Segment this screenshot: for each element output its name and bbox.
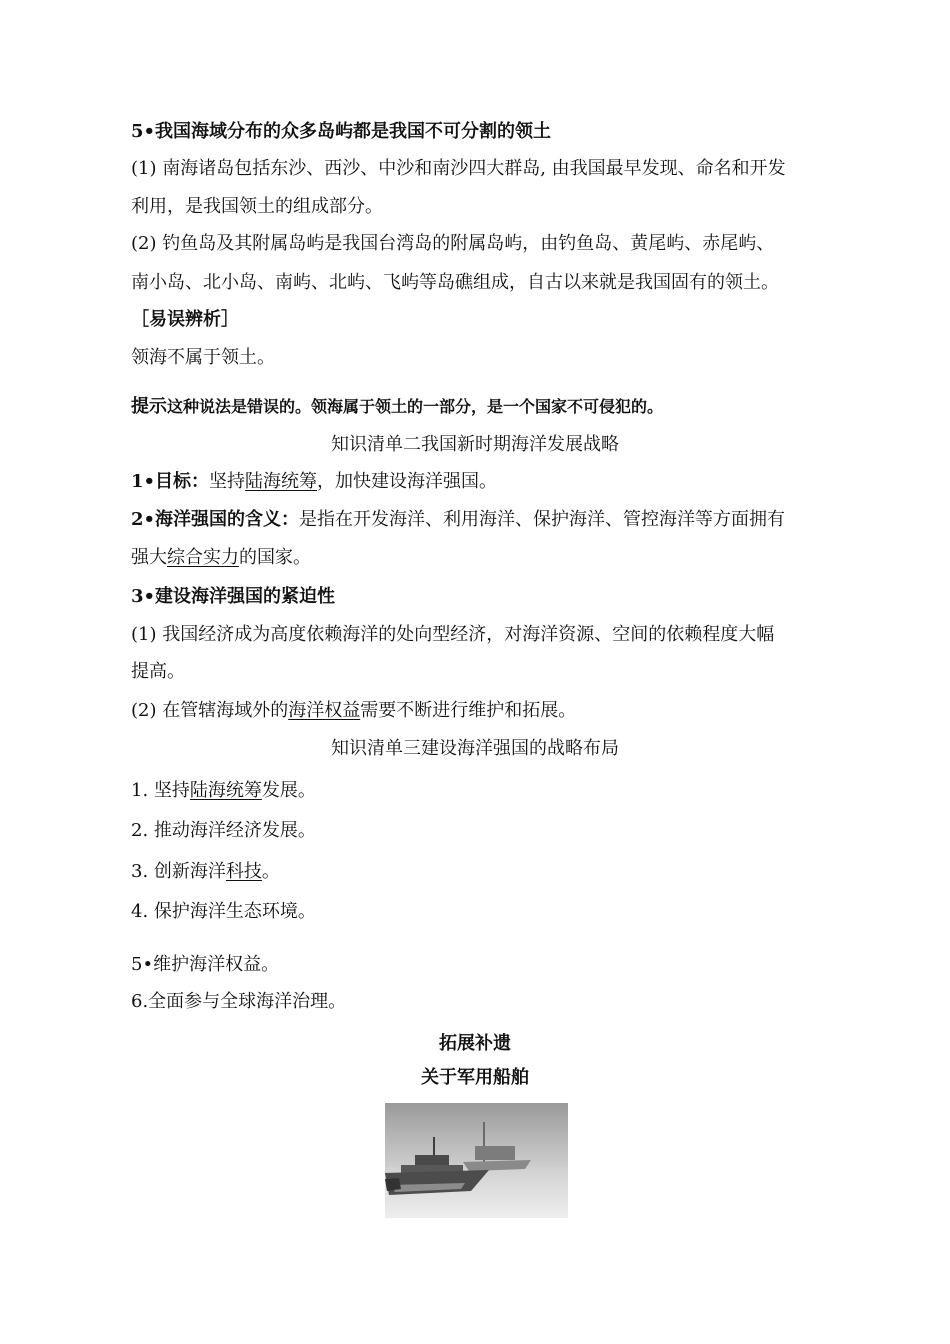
hint-text: 这种说法是错误的。领海属于领土的一部分，是一个国家不可侵犯的。 xyxy=(167,397,664,416)
l3-item-3-text-b: 。 xyxy=(261,861,280,882)
item-2-text-a: 是指在开发海洋、利用海洋、保护海洋、管控海洋等方面拥有 xyxy=(299,509,786,530)
item-2-text-b: 强大 xyxy=(131,547,167,568)
item-3-p2-text-a: (2) 在管辖海域外的 xyxy=(131,700,289,721)
list-3-item-4: 4. 保护海洋生态环境。 xyxy=(131,901,316,922)
item-1-text-a: 坚持 xyxy=(209,471,246,492)
hint-label: 提示 xyxy=(131,396,167,417)
item-3-paragraph-1-line-2: 提高。 xyxy=(131,661,185,682)
list-2-item-2-line-1 xyxy=(131,508,785,532)
list-2-title: 知识清单二我国新时期海洋发展战略 xyxy=(331,434,619,455)
misconception-label: ［易误辨析］ xyxy=(131,309,239,330)
item-2-underlined: 综合实力 xyxy=(167,547,239,568)
paragraph-1-line-2: 利用，是我国领土的组成部分。 xyxy=(131,196,383,217)
item-3-p2-underlined: 海洋权益 xyxy=(288,700,361,721)
list-3-item-6: 6.全面参与全球海洋治理。 xyxy=(131,991,347,1012)
paragraph-2-line-2: 南小岛、北小岛、南屿、北屿、飞屿等岛礁组成，自古以来就是我国固有的领土。 xyxy=(131,272,779,293)
l3-item-1-text-a: 1. 坚持 xyxy=(131,780,190,801)
list-3-item-3 xyxy=(131,860,280,884)
extension-title: 拓展补遗 xyxy=(439,1033,511,1054)
item-1-head: 1•目标： xyxy=(131,471,210,492)
item-1-underlined: 陆海统筹 xyxy=(245,471,318,492)
paragraph-2-line-1: (2) 钓鱼岛及其附属岛屿是我国台湾岛的附属岛屿，由钓鱼岛、黄尾屿、赤尾屿、 xyxy=(131,233,775,254)
section-5-heading: 5•我国海域分布的众多岛屿都是我国不可分割的领土 xyxy=(131,121,552,142)
item-1-text-b: ，加快建设海洋强国。 xyxy=(317,471,498,492)
l3-item-1-underlined: 陆海统筹 xyxy=(189,780,262,801)
l3-item-3-underlined: 科技 xyxy=(225,861,262,882)
item-2-text-c: 的国家。 xyxy=(239,547,311,568)
extension-subtitle: 关于军用船舶 xyxy=(421,1067,529,1088)
list-2-item-3-heading: 3•建设海洋强国的紧迫性 xyxy=(131,586,336,607)
hint-line xyxy=(131,395,663,419)
list-3-item-5: 5•维护海洋权益。 xyxy=(131,954,280,975)
list-3-item-1 xyxy=(131,779,316,803)
item-3-paragraph-2 xyxy=(131,699,576,723)
list-3-title: 知识清单三建设海洋强国的战略布局 xyxy=(331,738,619,759)
paragraph-1-line-1: (1) 南海诸岛包括东沙、西沙、中沙和南沙四大群岛, 由我国最早发现、命名和开发 xyxy=(131,158,786,179)
l3-item-3-text-a: 3. 创新海洋 xyxy=(131,861,226,882)
warship-photo xyxy=(385,1103,568,1218)
item-3-p2-text-b: 需要不断进行维护和拓展。 xyxy=(360,700,577,721)
list-2-item-1 xyxy=(131,470,497,494)
item-2-head: 2•海洋强国的含义： xyxy=(131,509,300,530)
misconception-text: 领海不属于领土。 xyxy=(131,347,275,368)
list-3-item-2: 2. 推动海洋经济发展。 xyxy=(131,820,316,841)
l3-item-1-text-b: 发展。 xyxy=(261,780,316,801)
item-3-paragraph-1-line-1: (1) 我国经济成为高度依赖海洋的处向型经济，对海洋资源、空间的依赖程度大幅 xyxy=(131,624,775,645)
list-2-item-2-line-2 xyxy=(131,546,311,570)
